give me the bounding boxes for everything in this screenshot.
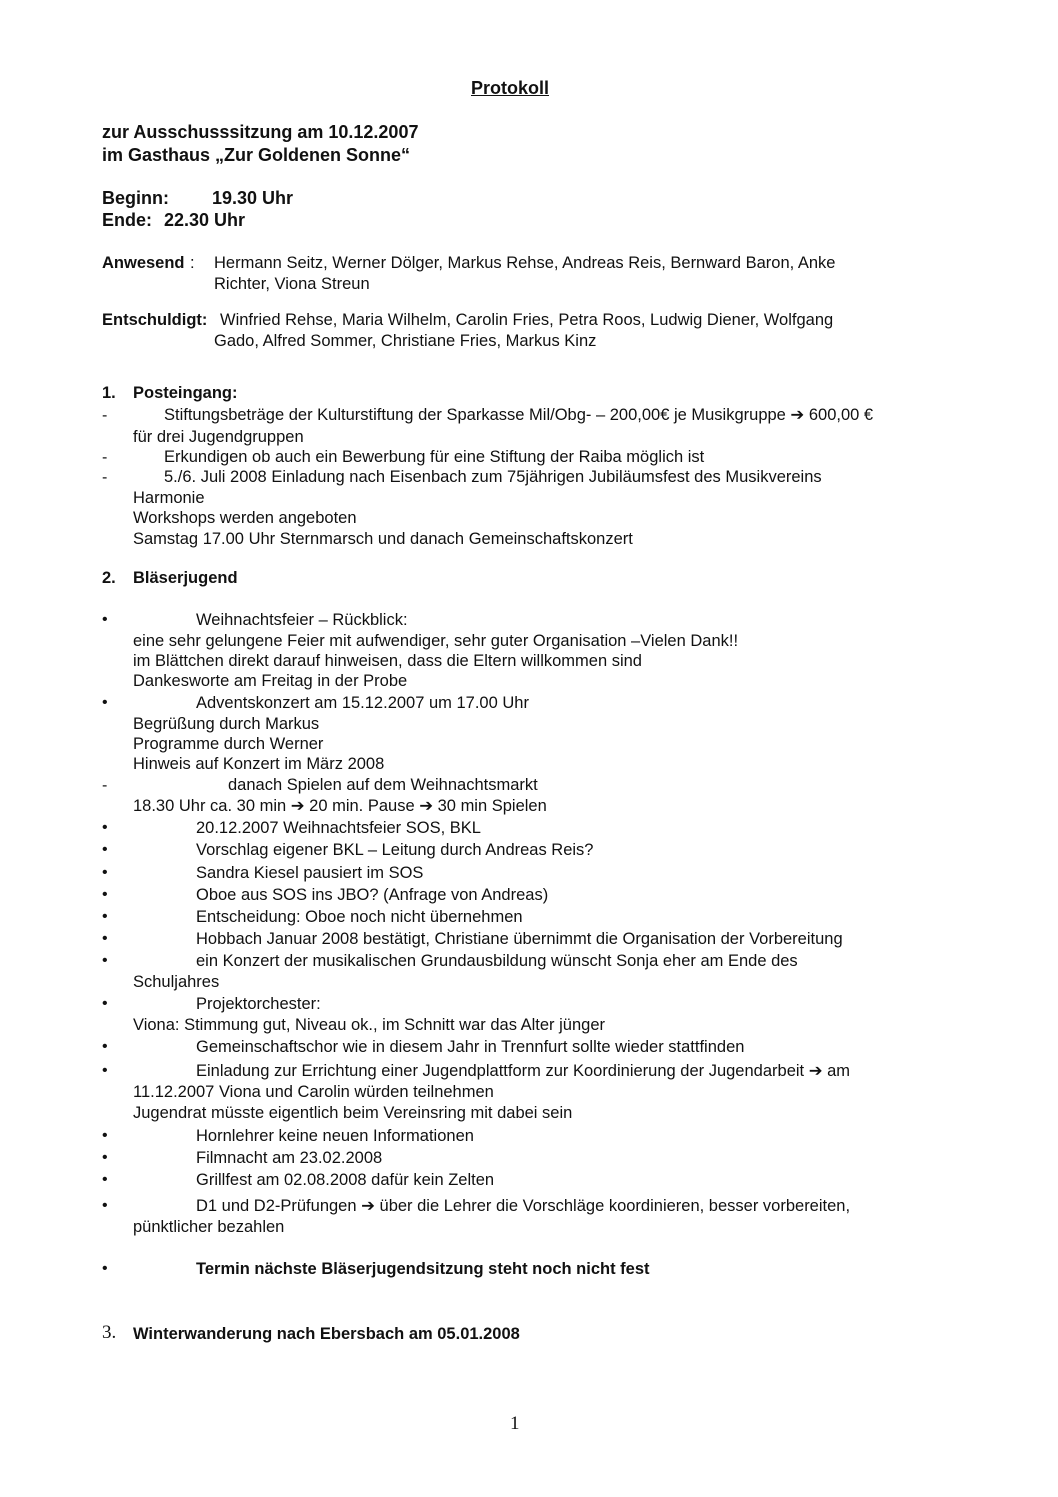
entschuldigt-label: Entschuldigt: — [102, 311, 208, 329]
document-title: Protokoll — [471, 78, 550, 98]
s2-item: Gemeinschaftschor wie in diesem Jahr in Trennfurt sollte wieder stattfinden — [196, 1038, 745, 1056]
meeting-subtitle: zur Ausschusssitzung am 10.12.2007 — [102, 122, 419, 142]
s2-weihnachtsfeier: Weihnachtsfeier – Rückblick: — [196, 611, 408, 629]
bullet-marker: • — [102, 1127, 108, 1144]
bullet-marker: • — [102, 995, 108, 1012]
s2-item: Hornlehrer keine neuen Informationen — [196, 1127, 474, 1145]
s2-item: 20.12.2007 Weihnachtsfeier SOS, BKL — [196, 819, 481, 837]
s2-line: danach Spielen auf dem Weihnachtsmarkt — [228, 776, 538, 794]
bullet-marker: • — [102, 952, 108, 969]
s2-item: Vorschlag eigener BKL – Leitung durch Andreas Reis? — [196, 841, 594, 859]
s2-item: Hobbach Januar 2008 bestätigt, Christiane übernimmt die Organisation der Vorbereitung — [196, 930, 843, 948]
s2-item: Filmnacht am 23.02.2008 — [196, 1149, 383, 1167]
s2-item: Oboe aus SOS ins JBO? (Anfrage von Andreas) — [196, 886, 549, 904]
beginn-label: Beginn: — [102, 188, 169, 208]
dash-marker: - — [102, 449, 108, 466]
s2-line: im Blättchen direkt darauf hinweisen, dass die Eltern willkommen sind — [133, 652, 642, 670]
anwesend-names-1: Hermann Seitz, Werner Dölger, Markus Rehse, Andreas Reis, Bernward Baron, Anke — [214, 254, 836, 272]
s2-line: Programme durch Werner — [133, 735, 324, 753]
s1-line-6: Workshops werden angeboten — [133, 509, 357, 527]
bullet-marker: • — [102, 611, 108, 628]
s2-line: Viona: Stimmung gut, Niveau ok., im Schnitt war das Alter jünger — [133, 1016, 606, 1034]
section-3-title: Winterwanderung nach Ebersbach am 05.01.2008 — [133, 1325, 520, 1343]
s2-line: pünktlicher bezahlen — [133, 1218, 285, 1236]
anwesend-names-2: Richter, Viona Streun — [214, 275, 370, 293]
beginn-value: 19.30 Uhr — [212, 188, 294, 208]
s2-line: Dankesworte am Freitag in der Probe — [133, 672, 408, 690]
s2-line: Hinweis auf Konzert im März 2008 — [133, 755, 385, 773]
ende-label: Ende: — [102, 210, 153, 230]
s1-line-2: für drei Jugendgruppen — [133, 428, 304, 446]
bullet-marker: • — [102, 864, 108, 881]
bullet-marker: • — [102, 930, 108, 947]
s2-item: Sandra Kiesel pausiert im SOS — [196, 864, 424, 882]
bullet-marker: • — [102, 819, 108, 836]
s2-line: 11.12.2007 Viona und Carolin würden teilnehmen — [133, 1083, 494, 1101]
anwesend-colon: : — [190, 254, 195, 272]
bullet-marker: • — [102, 1038, 108, 1055]
dash-marker: - — [102, 469, 108, 486]
entschuldigt-names-1: Winfried Rehse, Maria Wilhelm, Carolin Fries, Petra Roos, Ludwig Diener, Wolfgang — [220, 311, 834, 329]
ende-value: 22.30 Uhr — [164, 210, 246, 230]
s2-item: D1 und D2-Prüfungen ➔ über die Lehrer die Vorschläge koordinieren, besser vorbereiten, — [196, 1197, 851, 1215]
s2-line: Jugendrat müsste eigentlich beim Vereinsring mit dabei sein — [133, 1104, 573, 1122]
bullet-marker: • — [102, 1197, 108, 1214]
s2-item: Grillfest am 02.08.2008 dafür kein Zelten — [196, 1171, 495, 1189]
entschuldigt-names-2: Gado, Alfred Sommer, Christiane Fries, Markus Kinz — [214, 332, 597, 350]
bullet-marker: • — [102, 908, 108, 925]
bullet-marker: • — [102, 1171, 108, 1188]
s1-line-7: Samstag 17.00 Uhr Sternmarsch und danach Gemeinschaftskonzert — [133, 530, 633, 548]
section-2-number: 2. — [102, 569, 116, 587]
anwesend-label: Anwesend — [102, 254, 185, 272]
section-1-number: 1. — [102, 384, 116, 402]
s2-projektorchester: Projektorchester: — [196, 995, 321, 1013]
page-number: 1 — [510, 1413, 520, 1434]
bullet-marker: • — [102, 841, 108, 858]
s2-item: Einladung zur Errichtung einer Jugendplattform zur Koordinierung der Jugendarbeit ➔ am — [196, 1062, 851, 1080]
s2-line: 18.30 Uhr ca. 30 min ➔ 20 min. Pause ➔ 30 min Spielen — [133, 797, 547, 815]
s2-adventskonzert: Adventskonzert am 15.12.2007 um 17.00 Uhr — [196, 694, 529, 712]
s2-line: eine sehr gelungene Feier mit aufwendiger, sehr guter Organisation –Vielen Dank!! — [133, 632, 739, 650]
dash-marker: - — [102, 777, 108, 794]
dash-marker: - — [102, 407, 108, 424]
s2-line: Begrüßung durch Markus — [133, 715, 320, 733]
s1-line-3: Erkundigen ob auch ein Bewerbung für eine Stiftung der Raiba möglich ist — [164, 448, 705, 466]
s1-line-5: Harmonie — [133, 489, 205, 507]
bullet-marker: • — [102, 886, 108, 903]
bullet-marker: • — [102, 1149, 108, 1166]
section-3-number: 3. — [102, 1322, 117, 1343]
section-2-title: Bläserjugend — [133, 569, 238, 587]
s1-line-4: 5./6. Juli 2008 Einladung nach Eisenbach zum 75jährigen Jubiläumsfest des Musikvereins — [164, 468, 822, 486]
bullet-marker: • — [102, 1260, 108, 1277]
section-1-title: Posteingang: — [133, 384, 238, 402]
s2-line: Schuljahres — [133, 973, 220, 991]
meeting-location: im Gasthaus „Zur Goldenen Sonne“ — [102, 145, 411, 165]
bullet-marker: • — [102, 694, 108, 711]
s2-item: ein Konzert der musikalischen Grundausbildung wünscht Sonja eher am Ende des — [196, 952, 798, 970]
s1-line-1: Stiftungsbeträge der Kulturstiftung der Sparkasse Mil/Obg- – 200,00€ je Musikgruppe ➔ 600,00 € — [164, 406, 874, 424]
bullet-marker: • — [102, 1062, 108, 1079]
s2-next-meeting: Termin nächste Bläserjugendsitzung steht noch nicht fest — [196, 1260, 650, 1278]
s2-item: Entscheidung: Oboe noch nicht übernehmen — [196, 908, 523, 926]
